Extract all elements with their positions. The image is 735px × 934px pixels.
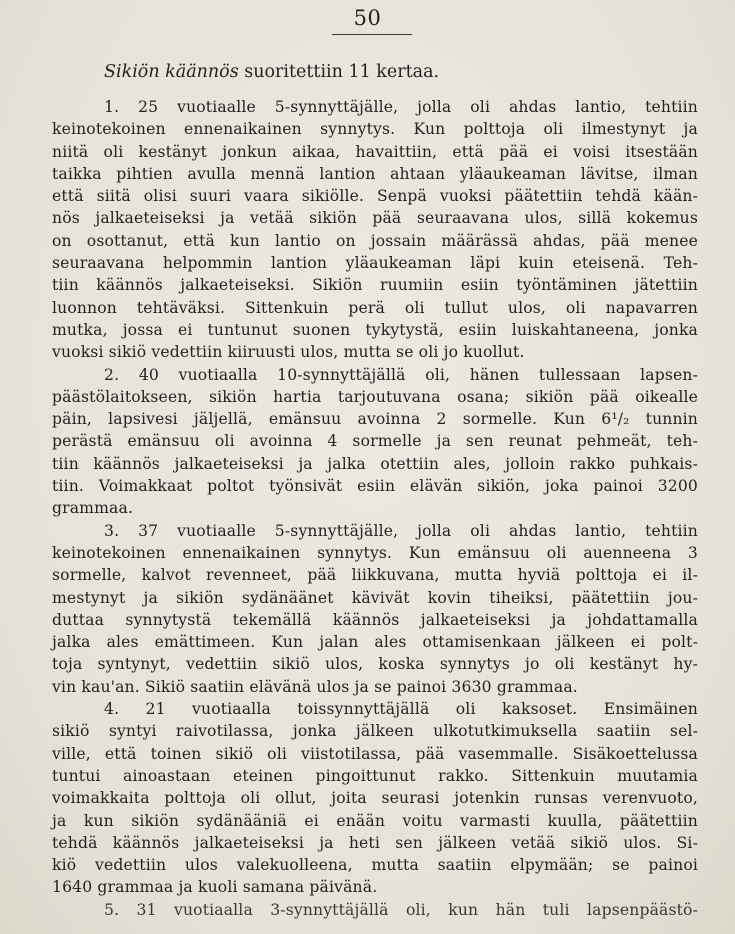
text-line: niitä oli kestänyt jonkun aikaa, havaittiin, että pää ei voisi itsestään [52, 142, 698, 161]
text-line: ja kun sikiön sydänääniä ei enään voitu varmasti kuulla, päätettiin [52, 811, 698, 830]
text-line: tehdä käännös jalkaeteiseksi ja heti sen jälkeen vetää sikiö ulos. Si- [52, 833, 698, 852]
text-line: voimakkaita polttoja oli ollut, joita seurasi jotenkin runsas verenvuoto, [52, 789, 698, 808]
text-line: toja syntynyt, vedettiin sikiö ulos, koska synnytys jo oli kestänyt hy- [52, 655, 698, 674]
section-heading-rest: suoritettiin 11 kertaa. [238, 62, 440, 82]
text-line: 3. 37 vuotiaalle 5-synnyttäjälle, jolla oli ahdas lantio, tehtiin [104, 521, 698, 540]
text-line: päästölaitokseen, sikiön hartia tarjoutuvana osana; sikiön pää oikealle [52, 387, 698, 406]
text-line: 2. 40 vuotiaalla 10-synnyttäjällä oli, hänen tullessaan lapsen- [104, 365, 698, 384]
page-number: 50 [353, 6, 382, 30]
text-line: keinotekoinen ennenaikainen synnytys. Kun emänsuu oli auenneena 3 [52, 543, 698, 562]
body-text [52, 96, 698, 919]
text-line: perästä emänsuu oli avoinna 4 sormelle ja sen reunat pehmeät, teh- [52, 432, 698, 451]
text-line: nös jalkaeteiseksi ja vetää sikiön pää seuraavana ulos, sillä kokemus [52, 209, 698, 228]
text-line: luonnon tehtäväksi. Sittenkuin perä oli tullut ulos, oli napavarren [52, 298, 698, 317]
text-line: kiö vedettiin ulos valekuolleena, mutta saatiin elpymään; se painoi [52, 856, 698, 875]
text-line: seuraavana helpommin lantion yläaukeaman läpi kuin eteisenä. Teh- [52, 254, 698, 273]
section-heading [104, 62, 439, 82]
page-number-rule [332, 34, 412, 35]
text-line: jalka ales emättimeen. Kun jalan ales ottamisenkaan jälkeen ei polt- [52, 633, 698, 652]
text-line: on osottanut, että kun lantio on jossain määrässä ahdas, pää menee [52, 231, 698, 250]
text-line: sikiö syntyi raivotilassa, jonka jälkeen ulkotutkimuksella saatiin sel- [52, 722, 698, 741]
text-line: 5. 31 vuotiaalla 3-synnyttäjällä oli, kun hän tuli lapsenpäästö- [104, 900, 698, 919]
text-line: vin kau'an. Sikiö saatiin elävänä ulos ja se painoi 3630 grammaa. [52, 677, 578, 696]
text-line: keinotekoinen ennenaikainen synnytys. Kun polttoja oli ilmestynyt ja [52, 120, 698, 139]
text-line: mestynyt ja sikiön sydänäänet kävivät kovin tiheiksi, päätettiin jou- [52, 588, 698, 607]
text-line: tiin käännös jalkaeteiseksi. Sikiön ruumiin esiin työntäminen jätettiin [52, 276, 698, 295]
text-line: 1. 25 vuotiaalle 5-synnyttäjälle, jolla oli ahdas lantio, tehtiin [104, 98, 698, 116]
text-line: taikka pihtien avulla mennä lantion ahtaan yläaukeaman lävitse, ilman [52, 164, 698, 183]
text-line: tiin käännös jalkaeteiseksi ja jalka otettiin ales, jolloin rakko puhkais- [52, 454, 698, 473]
text-line: päin, lapsivesi jäljellä, emänsuu avoinna 2 sormelle. Kun 6¹/₂ tunnin [52, 410, 698, 429]
text-line: 4. 21 vuotiaalla toissynnyttäjällä oli kaksoset. Ensimäinen [104, 700, 698, 719]
section-heading-italic: Sikiön käännös [104, 62, 239, 82]
text-line: tiin. Voimakkaat poltot työnsivät esiin elävän sikiön, joka painoi 3200 [52, 477, 698, 496]
text-line: mutka, jossa ei tuntunut suonen tykytystä, esiin luiskahtaneena, jonka [52, 320, 698, 339]
text-line: 1640 grammaa ja kuoli samana päivänä. [52, 878, 378, 897]
text-line: vuoksi sikiö vedettiin kiiruusti ulos, mutta se oli jo kuollut. [52, 343, 525, 362]
text-line: ville, että toinen sikiö oli viistotilassa, pää vasemmalle. Sisäkoettelussa [52, 744, 698, 763]
text-line: grammaa. [52, 499, 134, 518]
text-line: tuntui ainoastaan eteinen pingoittunut rakko. Sittenkuin muutamia [52, 766, 698, 785]
text-line: duttaa synnytystä tekemällä käännös jalkaeteiseksi ja johdattamalla [52, 610, 698, 629]
text-line: sormelle, kalvot revenneet, pää liikkuvana, mutta hyviä polttoja ei il- [52, 566, 698, 585]
text-line: että siitä olisi suuri vaara sikiölle. Senpä vuoksi päätettiin tehdä kään- [52, 187, 698, 206]
